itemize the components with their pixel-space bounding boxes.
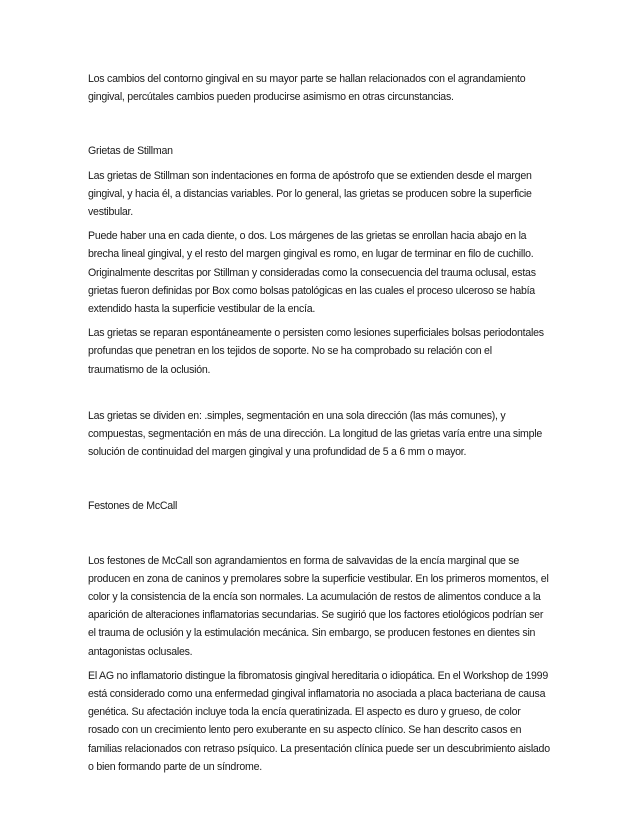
stillman-paragraph-3: Las grietas se reparan espontáneamente o persisten como lesiones superficiales bolsas periodontales profundas que penetran en los tejidos de soporte. No se ha comprobado su relación con el traumatismo de la oclusión. [88, 327, 544, 376]
spacer [88, 385, 550, 407]
stillman-paragraph-4: Las grietas se dividen en: .simples, segmentación en una sola dirección (las más comunes), y compuestas, segmentación en más de una dirección. La longitud de las grietas varía entre una simple solución de continuidad del margen gingival y una profundidad de 5 a 6 mm o mayor. [88, 409, 543, 459]
section-heading-stillman: Grietas de Stillman [88, 145, 173, 158]
stillman-paragraph-2: Puede haber una en cada diente, o dos. Los márgenes de las grietas se enrollan hacia abajo en la brecha lineal gingival, y el resto del margen gingival es romo, en lugar de terminar en filo de cuchillo. Originalmente descritas por Stillman y consideradas como la consecuencia del trauma oclusal, estas grietas fueron definidas por Box como bolsas patológicas en las cuales el proceso ulceroso se había extendido hasta la superficie vestibular de la encía. [88, 230, 536, 316]
stillman-paragraph-1: Las grietas de Stillman son indentaciones en forma de apóstrofo que se extienden desde el margen gingival, y hacia él, a distancias variables. Por lo general, las grietas se producen sobre la superficie vestibular. [88, 169, 532, 219]
mccall-paragraph-1: Los festones de McCall son agrandamientos en forma de salvavidas de la encía marginal que se producen en zona de caninos y premolares sobre la superficie vestibular. En los primeros momentos, el color y la consistencia de la encía son normales. La acumulación de restos de alimentos conduce a la aparición de alteraciones inflamatorias secundarias. Se sugirió que los factores etiológicos podrían ser el trauma de oclusión y la estimulación mecánica. Sin embargo, se producen festones en dientes sin antagonistas oclusales. [88, 554, 549, 658]
intro-paragraph: Los cambios del contorno gingival en su mayor parte se hallan relacionados con el agrandamiento gingival, percútales cambios pueden producirse asimismo en otras circunstancias. [88, 73, 526, 104]
spacer [88, 112, 550, 142]
document-body [88, 70, 550, 782]
section-heading-mccall: Festones de McCall [88, 500, 178, 513]
mccall-paragraph-2: El AG no inflamatorio distingue la fibromatosis gingival hereditaria o idiopática. En el Workshop de 1999 está considerado como una enfermedad gingival inflamatoria no asociada a placa bacteriana de causa genética. Su afectación incluye toda la encía queratinizada. El aspecto es duro y grueso, de color rosado con un crecimiento lento pero exuberante en su aspecto clínico. Se han descrito casos en familias relacionados con retraso psíquico. La presentación clínica puede ser un descubrimiento aislado o bien formando parte de un síndrome. [88, 669, 550, 773]
spacer [88, 467, 550, 497]
spacer [88, 522, 550, 552]
